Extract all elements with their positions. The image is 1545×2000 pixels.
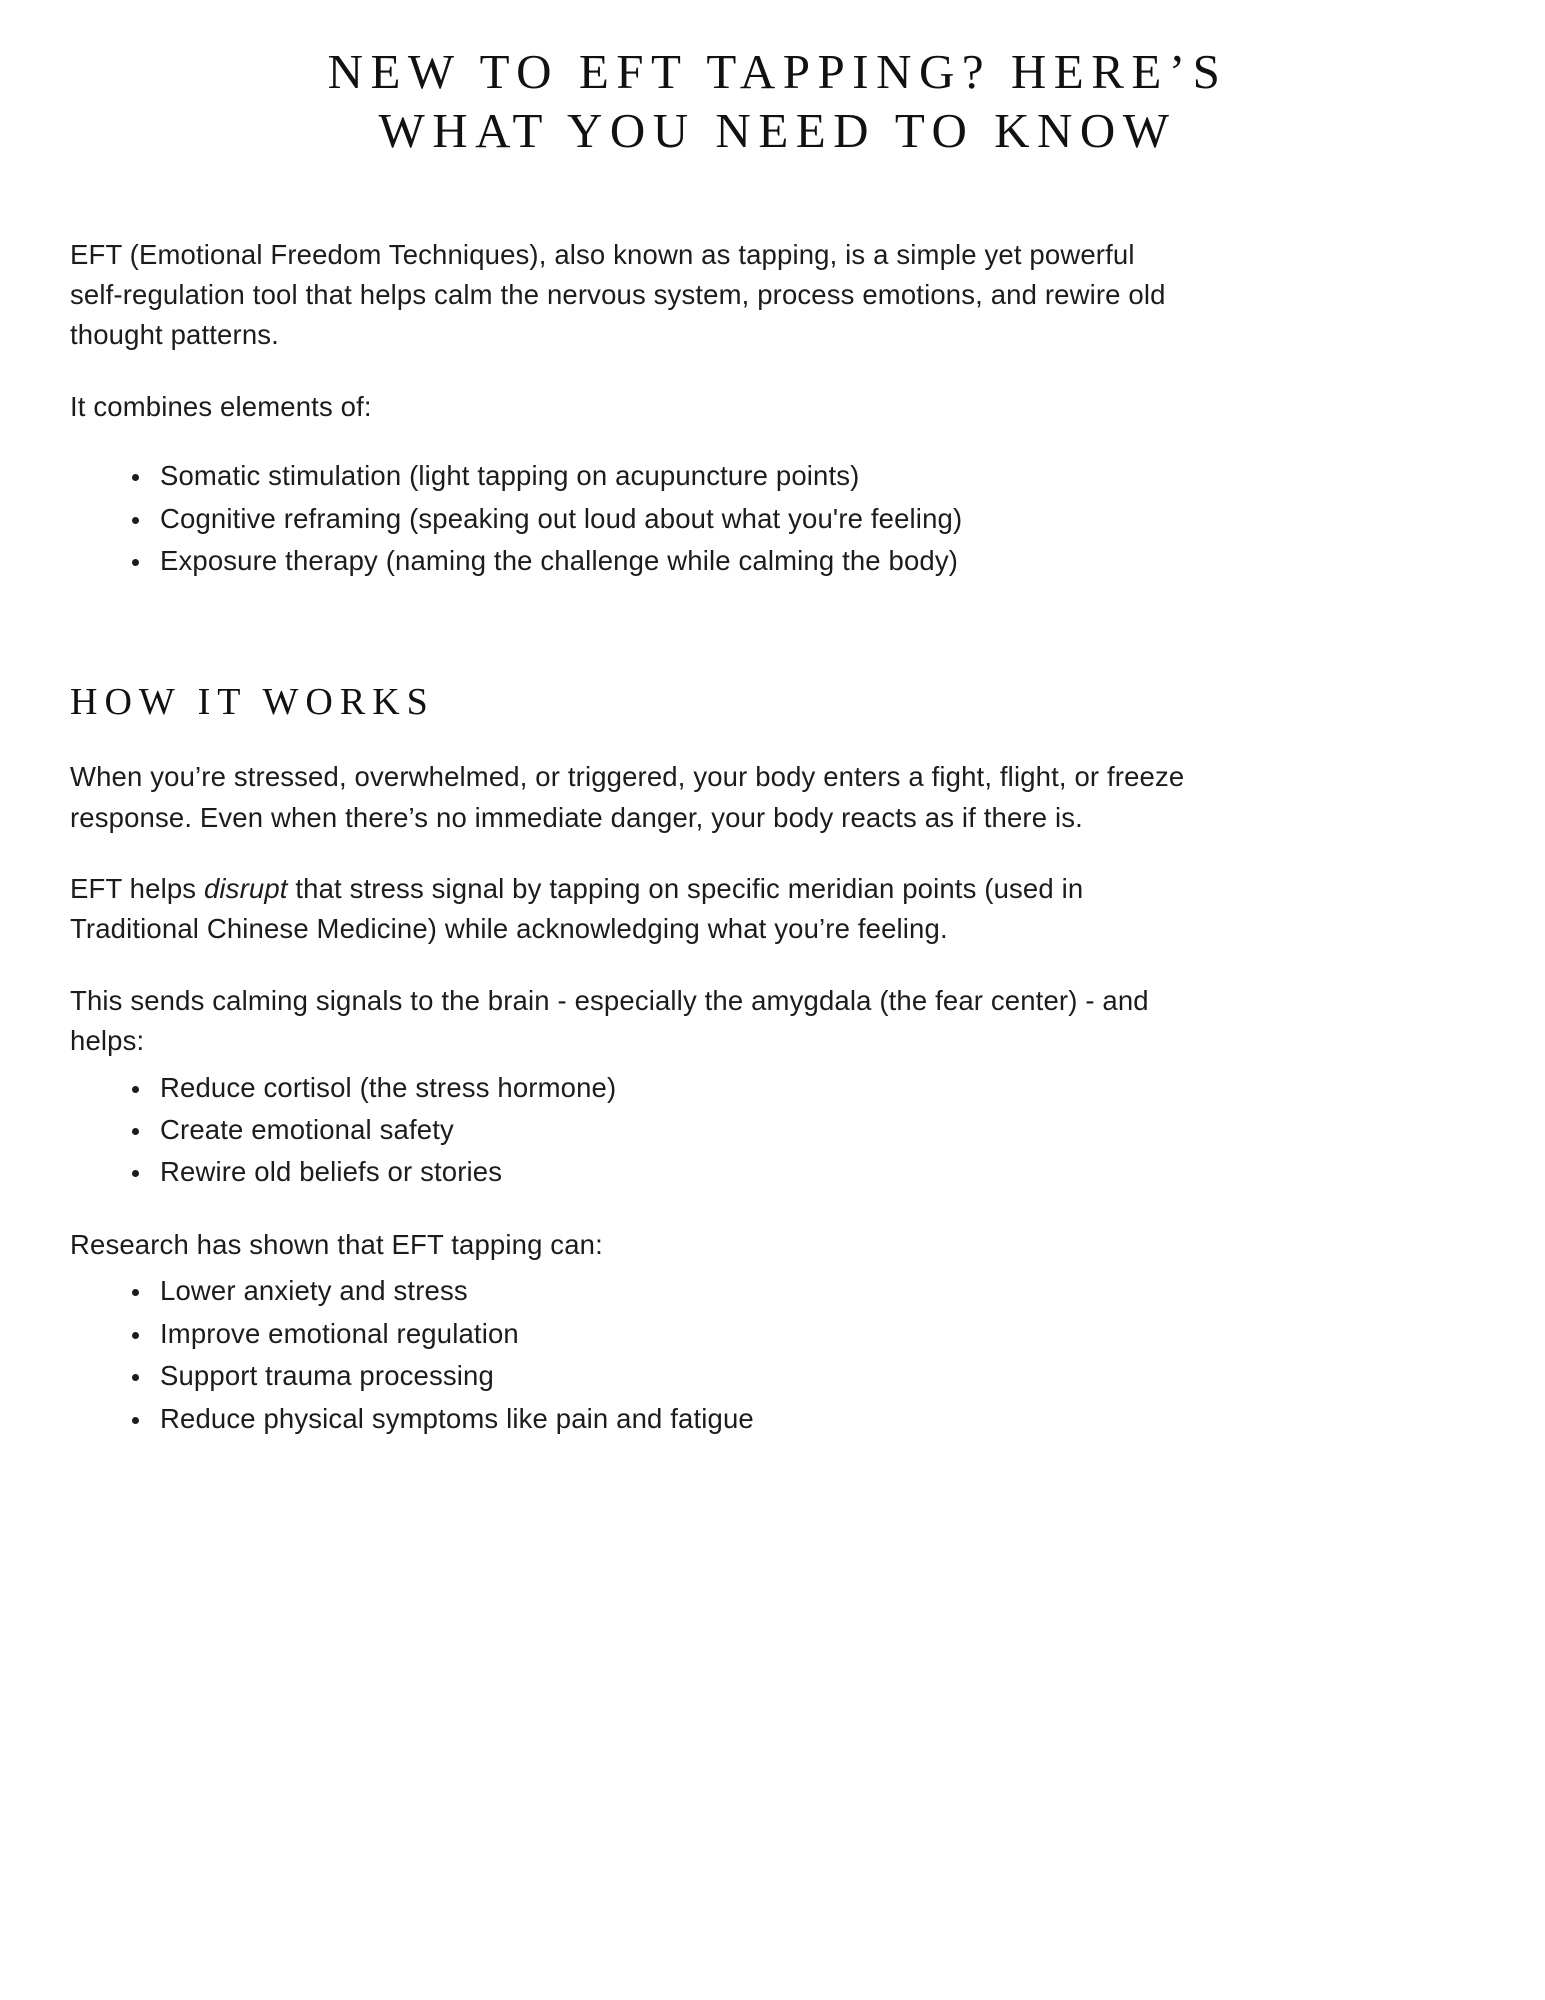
helps-bullet-list bbox=[70, 1068, 1248, 1193]
intro-paragraph: EFT (Emotional Freedom Techniques), also known as tapping, is a simple yet powerful self-regulation tool that helps calm the nervous system, process emotions, and rewire old thought patterns. bbox=[70, 238, 1166, 351]
document-body bbox=[70, 235, 1450, 1439]
spacer bbox=[70, 950, 1450, 981]
paragraph-2-text-before: EFT helps bbox=[70, 872, 204, 904]
research-lead-paragraph: Research has shown that EFT tapping can: bbox=[70, 1228, 603, 1260]
spacer bbox=[70, 838, 1450, 869]
list-item: Lower anxiety and stress bbox=[128, 1271, 1248, 1311]
list-item: Support trauma processing bbox=[128, 1356, 1248, 1396]
how-it-works-paragraph-1: When you’re stressed, overwhelmed, or triggered, your body enters a fight, flight, or freeze response. Even when there’s no immediate danger, your body reacts as if there is. bbox=[70, 761, 1185, 833]
list-item: Reduce cortisol (the stress hormone) bbox=[128, 1068, 1248, 1108]
list-item: Improve emotional regulation bbox=[128, 1314, 1248, 1354]
combines-bullet-list bbox=[70, 456, 1248, 581]
spacer bbox=[70, 356, 1450, 387]
combines-lead-paragraph: It combines elements of: bbox=[70, 390, 372, 422]
spacer bbox=[70, 161, 1485, 235]
list-item: Exposure therapy (naming the challenge while calming the body) bbox=[128, 541, 1248, 581]
page-title-line-2: WHAT YOU NEED TO KNOW bbox=[378, 103, 1177, 159]
how-it-works-paragraph-2 bbox=[70, 869, 1190, 950]
spacer bbox=[70, 725, 1450, 757]
list-item: Reduce physical symptoms like pain and fatigue bbox=[128, 1399, 1248, 1439]
list-item: Cognitive reframing (speaking out loud about what you're feeling) bbox=[128, 499, 1248, 539]
paragraph-2-text-after: that stress signal by tapping on specific meridian points (used in Traditional Chinese Medicine) while acknowledging what you’re feeling. bbox=[70, 872, 1084, 945]
section-heading-how-it-works: HOW IT WORKS bbox=[70, 680, 435, 723]
spacer bbox=[70, 1195, 1450, 1225]
research-bullet-list bbox=[70, 1271, 1248, 1439]
list-item: Rewire old beliefs or stories bbox=[128, 1152, 1248, 1192]
list-item: Create emotional safety bbox=[128, 1110, 1248, 1150]
page-title-line-1: NEW TO EFT TAPPING? HERE’S bbox=[327, 44, 1228, 99]
how-it-works-paragraph-3: This sends calming signals to the brain - especially the amygdala (the fear center) - and helps: bbox=[70, 984, 1149, 1057]
list-item: Somatic stimulation (light tapping on acupuncture points) bbox=[128, 456, 1248, 496]
paragraph-2-emphasis: disrupt bbox=[203, 872, 288, 904]
spacer bbox=[70, 584, 1450, 680]
spacer bbox=[70, 427, 1450, 456]
page-title bbox=[180, 42, 1376, 161]
